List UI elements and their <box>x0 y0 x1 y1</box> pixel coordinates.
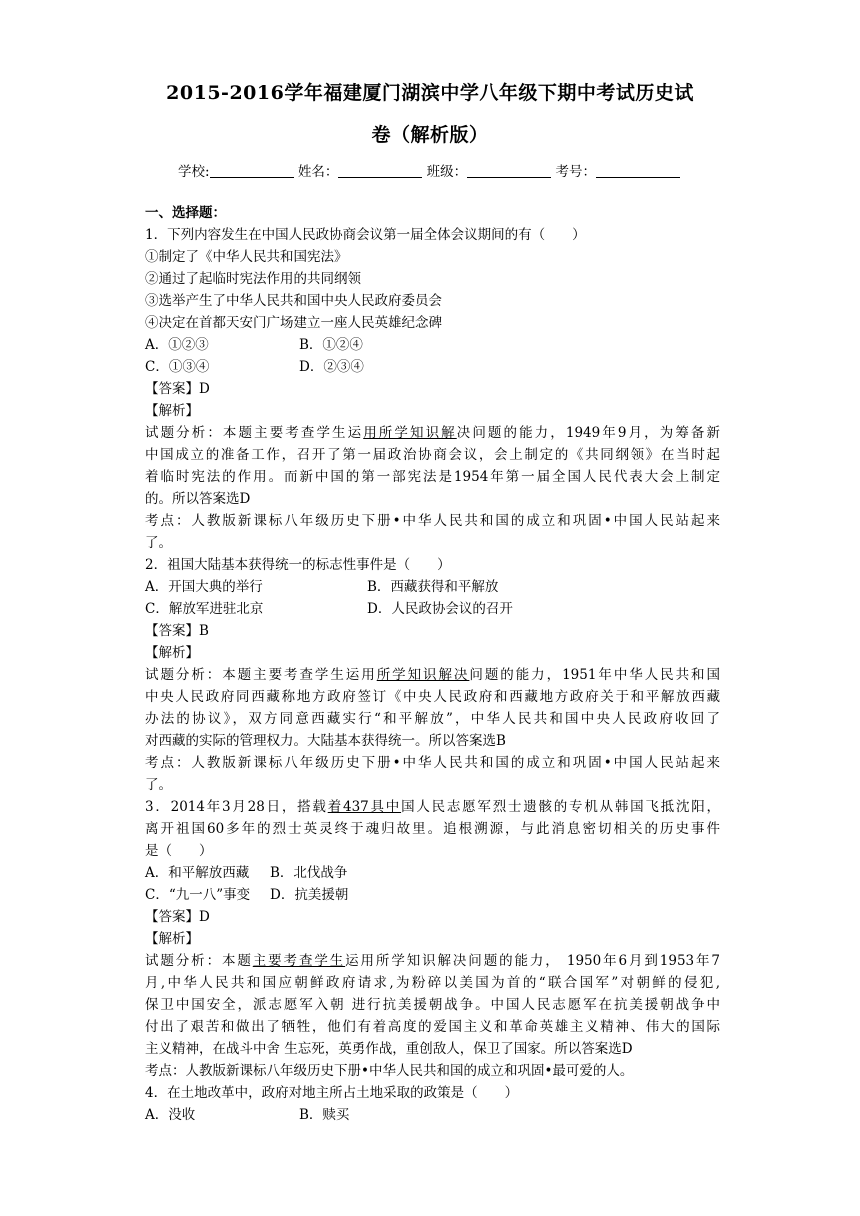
question-2-analysis-line-4: 对西藏的实际的管理权力。大陆基本获得统一。所以答案选B <box>145 733 506 749</box>
question-1-analysis-line-3: 着临时宪法的作用。而新中国的第一部宪法是1954年第一届全国人民代表大会上制定 <box>145 469 720 485</box>
question-2-stem: 2．祖国大陆基本获得统一的标志性事件是（ ） <box>145 557 451 573</box>
exam-number-label: 考号： <box>555 164 596 180</box>
question-3-stem-line-2: 离开祖国60多年的烈士英灵终于魂归故里。追根溯源，与此消息密切相关的历史事件 <box>145 821 720 837</box>
document-title-line-2: 卷（解析版） <box>371 124 489 146</box>
question-1-item-3: ③选举产生了中华人民共和国中央人民政府委员会 <box>145 293 442 309</box>
class-blank[interactable] <box>467 163 551 178</box>
question-3-option-d: D．抗美援朝 <box>270 887 349 903</box>
question-2-option-d: D．人民政协会议的召开 <box>367 601 513 617</box>
question-2-knowledge-line-1: 考点：人教版新课标八年级历史下册•中华人民共和国的成立和巩固•中国人民站起来 <box>145 755 720 771</box>
question-1-analysis-line-4: 的。所以答案选D <box>145 491 251 507</box>
question-3-stem-line-1: 3．2014年3月28日，搭载着437具中国人民志愿军烈士遗骸的专机从韩国飞抵沈阳， <box>145 799 720 815</box>
question-1-item-4: ④决定在首都天安门广场建立一座人民英雄纪念碑 <box>145 315 442 331</box>
question-3-analysis-line-3: 保卫中国安全，派志愿军入朝 进行抗美援朝战争。中国人民志愿军在抗美援朝战争中 <box>145 997 720 1013</box>
question-4-stem: 4．在土地改革中，政府对地主所占土地采取的政策是（ ） <box>145 1085 519 1101</box>
question-1-options-cd <box>145 356 720 378</box>
question-3-option-b: B．北伐战争 <box>270 865 348 881</box>
question-3-analysis-line-1: 试题分析：本题主要考查学生运用所学知识解决问题的能力， 1950年6月到1953年7 <box>145 953 721 969</box>
exam-number-blank[interactable] <box>596 163 680 178</box>
question-2-answer: 【答案】B <box>145 623 209 639</box>
question-2-analysis-line-2: 中央人民政府同西藏称地方政府签订《中央人民政府和西藏地方政府关于和平解放西藏 <box>145 689 720 705</box>
question-1-item-1: ①制定了《中华人民共和国宪法》 <box>145 249 348 265</box>
question-3-stem-line-3: 是（ ） <box>145 843 213 859</box>
question-3-analysis-label: 【解析】 <box>145 931 199 947</box>
question-4-option-a: A．没收 <box>145 1107 196 1123</box>
question-3-options-cd <box>145 884 720 906</box>
question-1-answer: 【答案】D <box>145 381 210 397</box>
question-2-option-b: B．西藏获得和平解放 <box>367 579 499 595</box>
question-1-stem: 1．下列内容发生在中国人民政协商会议第一届全体会议期间的有（ ） <box>145 227 586 243</box>
question-3-option-a: A．和平解放西藏 <box>145 865 250 881</box>
question-1-analysis-label: 【解析】 <box>145 403 199 419</box>
question-3-answer: 【答案】D <box>145 909 210 925</box>
section-heading: 一、选择题： <box>145 205 226 221</box>
question-2-option-c: C．解放军进驻北京 <box>145 601 264 617</box>
school-label: 学校: <box>178 164 210 180</box>
question-1-options-ab <box>145 334 720 356</box>
document-body <box>145 202 720 1126</box>
question-2-options-cd <box>145 598 720 620</box>
question-4-options-ab <box>145 1104 720 1126</box>
question-2-analysis-label: 【解析】 <box>145 645 199 661</box>
name-label: 姓名： <box>297 164 339 180</box>
question-1-item-2: ②通过了起临时宪法作用的共同纲领 <box>145 271 361 287</box>
question-2-analysis-line-3: 办法的协议》，双方同意西藏实行“和平解放”，中华人民共和国中央人民政府收回了 <box>145 711 720 727</box>
document-title-line-1: 2015-2016学年福建厦门湖滨中学八年级下期中考试历史试 <box>166 82 694 104</box>
question-3-option-c: C．“九一八”事变 <box>145 887 251 903</box>
question-2-analysis-line-1: 试题分析：本题主要考查学生运用所学知识解决问题的能力，1951年中华人民共和国 <box>145 667 721 683</box>
question-1-option-d: D．②③④ <box>299 359 364 375</box>
class-label: 班级： <box>426 164 468 180</box>
question-3-knowledge-line-1: 考点：人教版新课标八年级历史下册•中华人民共和国的成立和巩固•最可爱的人。 <box>145 1063 634 1079</box>
student-info-line <box>178 160 680 180</box>
question-2-option-a: A．开国大典的举行 <box>145 579 263 595</box>
question-1-knowledge-line-2: 了。 <box>145 535 172 551</box>
question-1-option-c: C．①③④ <box>145 359 210 375</box>
question-3-analysis-line-2: 月,中华人民共和国应朝鲜政府请求,为粉碎以美国为首的“联合国军”对朝鲜的侵犯, <box>145 975 720 991</box>
question-1-option-a: A．①②③ <box>145 337 209 353</box>
question-1-option-b: B．①②④ <box>299 337 363 353</box>
school-blank[interactable] <box>210 163 294 178</box>
question-1-analysis-line-2: 中国成立的准备工作，召开了第一届政治协商会议，会上制定的《共同纲领》在当时起 <box>145 447 720 463</box>
question-1-analysis-line-1: 试题分析：本题主要考查学生运用所学知识解决问题的能力，1949年9月，为筹备新 <box>145 425 721 441</box>
question-4-option-b: B．赎买 <box>299 1107 350 1123</box>
question-3-analysis-line-4: 付出了艰苦和做出了牺牲，他们有着高度的爱国主义和革命英雄主义精神、伟大的国际 <box>145 1019 720 1035</box>
question-2-knowledge-line-2: 了。 <box>145 777 172 793</box>
question-3-analysis-line-5: 主义精神，在战斗中舍 生忘死，英勇作战，重创敌人，保卫了国家。所以答案选D <box>145 1041 633 1057</box>
name-blank[interactable] <box>338 163 422 178</box>
question-3-options-ab <box>145 862 720 884</box>
question-2-options-ab <box>145 576 720 598</box>
question-1-knowledge-line-1: 考点：人教版新课标八年级历史下册•中华人民共和国的成立和巩固•中国人民站起来 <box>145 513 720 529</box>
